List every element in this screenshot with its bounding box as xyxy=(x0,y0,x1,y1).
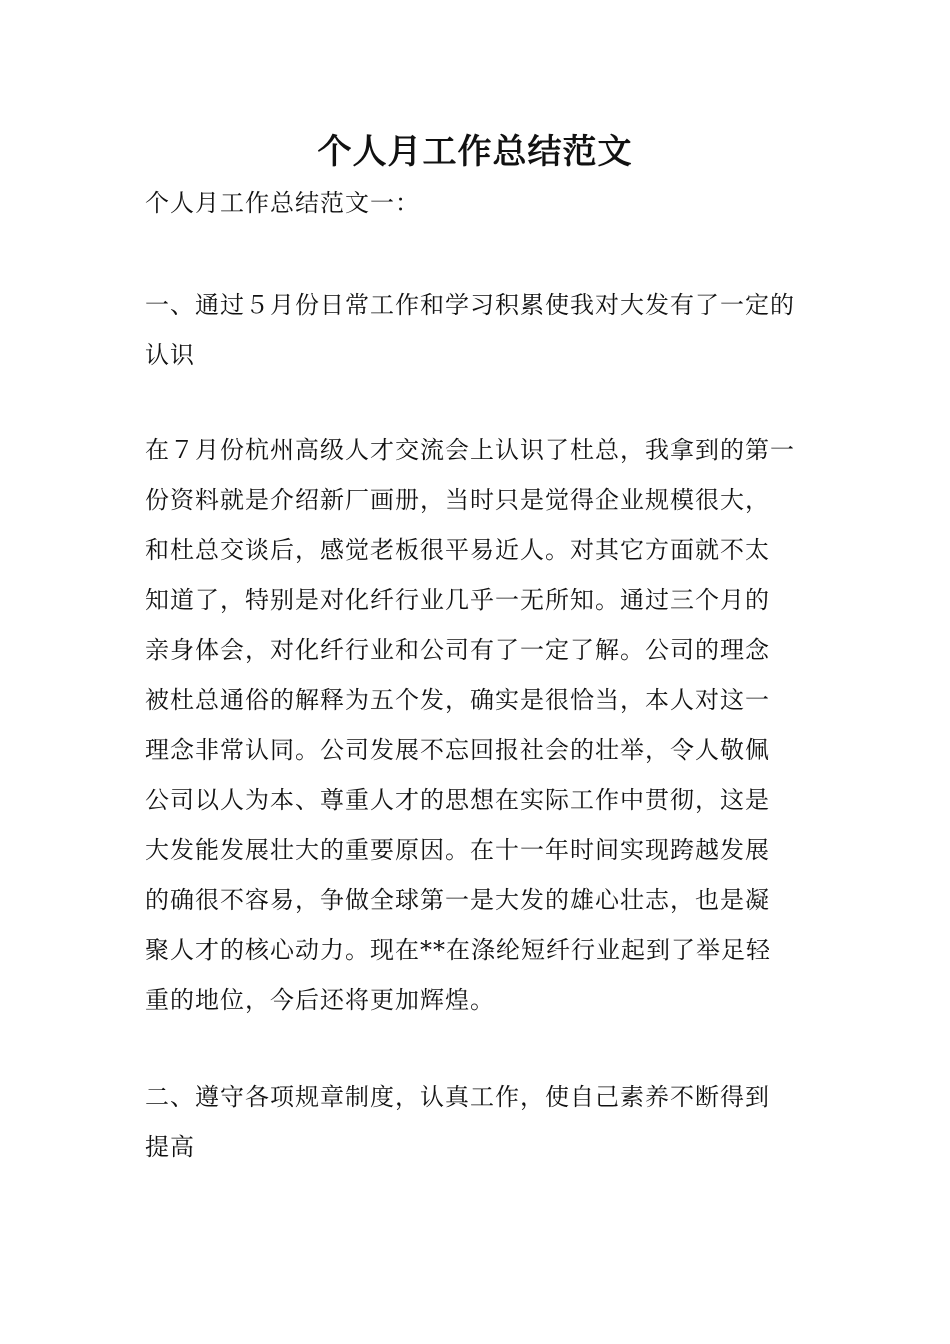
section-heading-line: 一、通过５月份日常工作和学习积累使我对大发有了一定的 xyxy=(145,291,795,319)
paragraph-line: 亲身体会，对化纤行业和公司有了一定了解。公司的理念 xyxy=(145,636,770,664)
section-heading-line: 认识 xyxy=(145,341,195,369)
section-heading-line: 提高 xyxy=(145,1133,195,1161)
paragraph-line: 重的地位，今后还将更加辉煌。 xyxy=(145,986,495,1014)
paragraph-line: 知道了，特别是对化纤行业几乎一无所知。通过三个月的 xyxy=(145,586,770,614)
section-heading-line: 二、遵守各项规章制度，认真工作，使自己素养不断得到 xyxy=(145,1083,770,1111)
document-title: 个人月工作总结范文 xyxy=(317,132,633,172)
paragraph-line: 被杜总通俗的解释为五个发，确实是很恰当，本人对这一 xyxy=(145,686,770,714)
paragraph-line: 在７月份杭州高级人才交流会上认识了杜总，我拿到的第一 xyxy=(145,436,795,464)
paragraph-line: 的确很不容易，争做全球第一是大发的雄心壮志，也是凝 xyxy=(145,886,770,914)
document-subtitle xyxy=(145,178,807,228)
section-heading-1 xyxy=(145,280,807,380)
paragraph-line: 聚人才的核心动力。现在**在涤纶短纤行业起到了举足轻 xyxy=(145,936,771,964)
subtitle-line: 个人月工作总结范文一： xyxy=(145,189,420,217)
body-paragraph-1 xyxy=(145,425,807,1025)
section-heading-2 xyxy=(145,1072,807,1172)
paragraph-line: 份资料就是介绍新厂画册，当时只是觉得企业规模很大， xyxy=(145,486,770,514)
paragraph-line: 理念非常认同。公司发展不忘回报社会的壮举，令人敬佩 xyxy=(145,736,770,764)
paragraph-line: 和杜总交谈后，感觉老板很平易近人。对其它方面就不太 xyxy=(145,536,770,564)
paragraph-line: 公司以人为本、尊重人才的思想在实际工作中贯彻，这是 xyxy=(145,786,770,814)
paragraph-line: 大发能发展壮大的重要原因。在十一年时间实现跨越发展 xyxy=(145,836,770,864)
